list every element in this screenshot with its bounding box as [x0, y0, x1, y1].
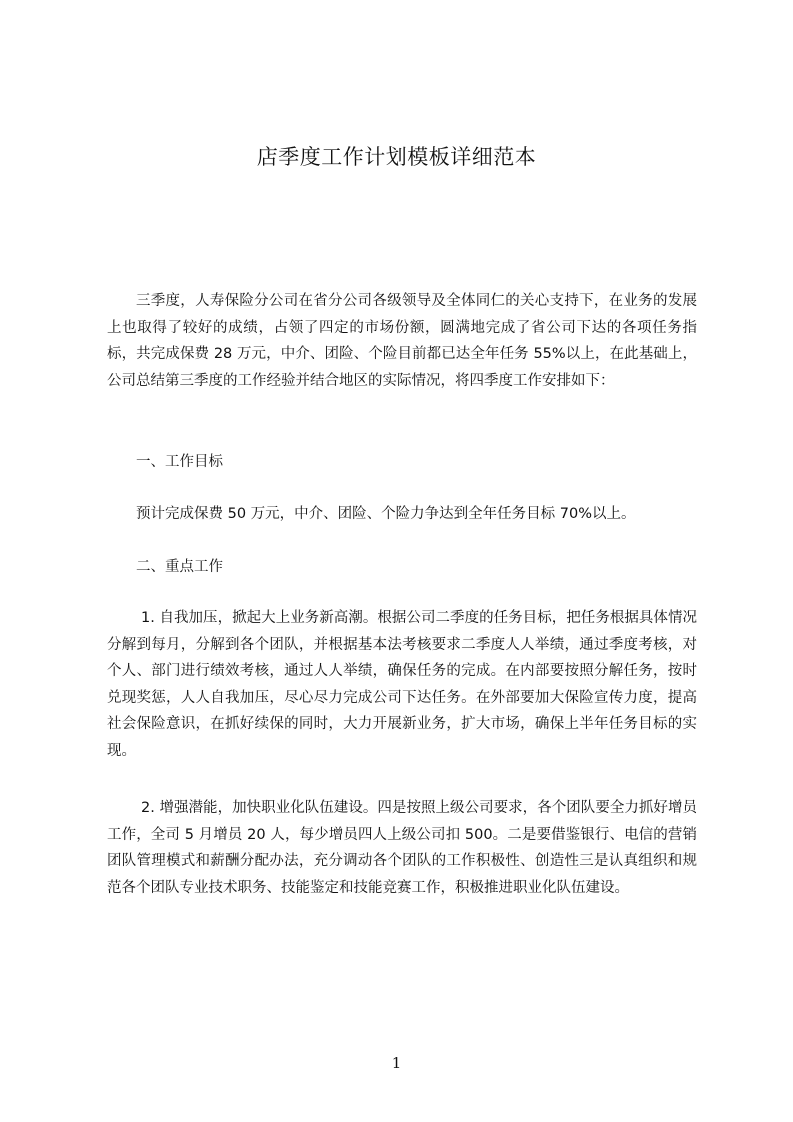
section-heading-goal: 一、工作目标 [136, 454, 223, 470]
key-work-item-2: 2. 增强潜能，加快职业化队伍建设。四是按照上级公司要求，各个团队要全力抓好增员工作，全司 5 月增员 20 人，每少增员四人上级公司扣 500。二是要借鉴银行、电信的营销团队管理模式和薪酬分配办法，充分调动各个团队的工作积极性、创造性三是认真组织和规范各个团队专业技术职务、技能鉴定和技能竞赛工作，积极推进职业化队伍建设。 [107, 800, 697, 896]
intro-paragraph: 三季度，人寿保险分公司在省分公司各级领导及全体同仁的关心支持下，在业务的发展上也取得了较好的成绩，占领了四定的市场份额，圆满地完成了省公司下达的各项任务指标，共完成保费 28 万元，中介、团险、个险目前都已达全年任务 55%以上，在此基础上，公司总结第三季度的工作经验并结合地区的实际情况，将四季度工作安排如下： [107, 293, 697, 389]
goal-paragraph: 预计完成保费 50 万元，中介、团险、个险力争达到全年任务目标 70%以上。 [136, 506, 636, 522]
section-heading-key-work: 二、重点工作 [136, 559, 223, 575]
page-number: 1 [391, 1054, 402, 1072]
key-work-item-1: 1. 自我加压，掀起大上业务新高潮。根据公司二季度的任务目标，把任务根据具体情况分解到每月，分解到各个团队，并根据基本法考核要求二季度人人举绩，通过季度考核，对个人、部门进行绩效考核，通过人人举绩，确保任务的完成。在内部要按照分解任务，按时兑现奖惩，人人自我加压，尽心尽力完成公司下达任务。在外部要加大保险宣传力度，提高社会保险意识，在抓好续保的同时，大力开展新业务，扩大市场，确保上半年任务目标的实现。 [107, 610, 697, 759]
document-title: 店季度工作计划模板详细范本 [256, 145, 537, 169]
